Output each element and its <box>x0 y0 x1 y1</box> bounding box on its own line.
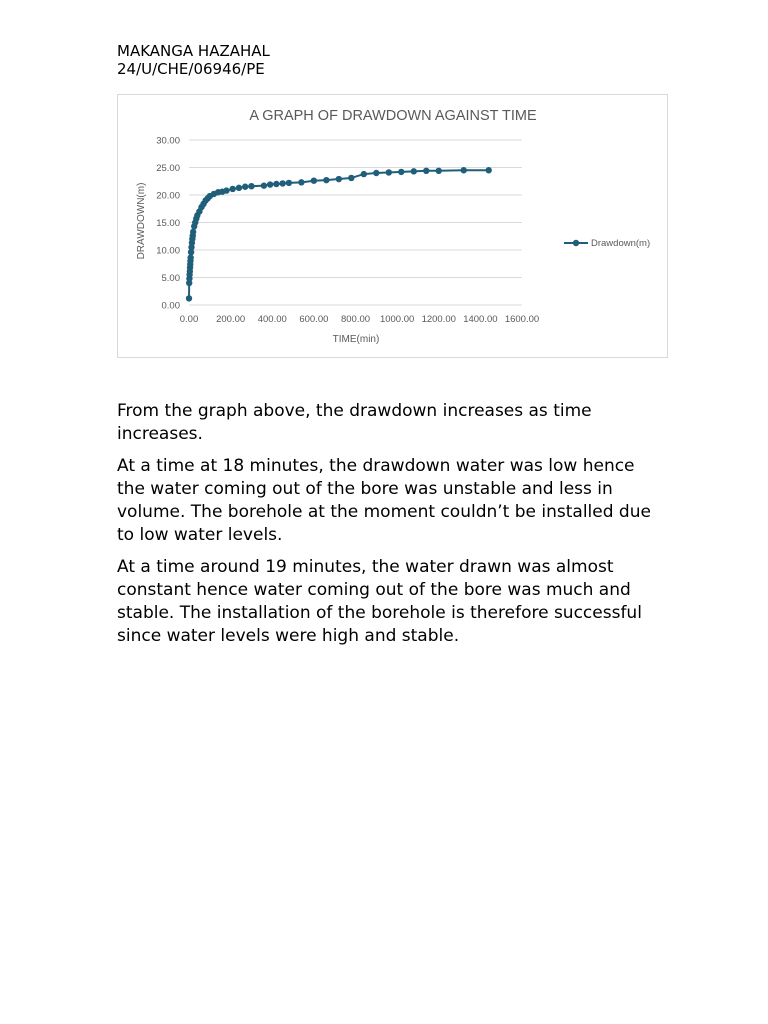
data-point <box>279 180 285 186</box>
data-point <box>261 182 267 188</box>
x-tick-label: 1200.00 <box>421 314 456 325</box>
chart-title: A GRAPH OF DRAWDOWN AGAINST TIME <box>249 108 537 124</box>
data-point <box>236 185 242 191</box>
registration-number: 24/U/CHE/06946/PE <box>117 60 265 78</box>
paragraph: At a time around 19 minutes, the water drawn was almost constant hence water coming out of the bore was much and stable. The installation of the borehole is therefore successful since water levels were high and stable. <box>117 557 642 646</box>
legend <box>564 238 650 249</box>
data-point <box>223 187 229 193</box>
y-axis-ticks <box>156 136 180 312</box>
document-header <box>117 42 270 78</box>
author-name: MAKANGA HAZAHAL <box>117 42 270 60</box>
x-tick-label: 1000.00 <box>379 314 415 325</box>
data-point <box>436 168 442 174</box>
data-point <box>411 168 417 174</box>
legend-marker <box>573 240 579 246</box>
x-tick-label: 1400.00 <box>463 314 498 325</box>
data-point <box>361 171 367 177</box>
data-point <box>348 175 354 181</box>
x-tick-label: 800.00 <box>340 314 371 325</box>
data-point <box>186 295 192 301</box>
data-point <box>267 181 273 187</box>
data-point <box>336 176 342 182</box>
data-point <box>386 169 392 175</box>
data-point <box>373 170 379 176</box>
data-point <box>187 255 193 261</box>
data-point <box>311 178 317 184</box>
data-point <box>242 184 248 190</box>
data-point <box>230 186 236 192</box>
chart-canvas <box>118 95 669 359</box>
x-axis-ticks <box>180 314 539 325</box>
series-drawdown <box>186 167 492 302</box>
data-point <box>273 181 279 187</box>
data-point <box>248 183 254 189</box>
x-tick-label: 400.00 <box>257 314 287 325</box>
y-tick-label: 15.00 <box>156 218 180 229</box>
paragraph: At a time at 18 minutes, the drawdown water was low hence the water coming out of the bore was unstable and less in volume. The borehole at the moment couldn’t be installed due to low water levels. <box>117 456 651 545</box>
data-point <box>190 229 196 235</box>
legend-label: Drawdown(m) <box>591 238 651 249</box>
x-tick-label: 1600.00 <box>504 314 540 325</box>
data-point <box>461 167 467 173</box>
y-axis-label: DRAWDOWN(m) <box>136 182 147 260</box>
data-point <box>286 180 292 186</box>
gridlines <box>189 140 522 305</box>
y-tick-label: 25.00 <box>156 163 180 174</box>
paragraph: From the graph above, the drawdown increases as time increases. <box>117 401 592 444</box>
data-point <box>298 179 304 185</box>
y-tick-label: 20.00 <box>156 190 180 202</box>
x-tick-label: 200.00 <box>216 314 246 325</box>
data-point <box>423 168 429 174</box>
drawdown-chart <box>117 94 668 358</box>
data-point <box>398 169 404 175</box>
x-axis-label: TIME(min) <box>332 334 380 345</box>
data-point <box>323 177 329 183</box>
x-tick-label: 0.00 <box>179 314 199 325</box>
y-tick-label: 10.00 <box>156 245 180 257</box>
y-tick-label: 5.00 <box>161 273 180 284</box>
x-tick-label: 600.00 <box>299 314 329 325</box>
data-point <box>486 167 492 173</box>
y-tick-label: 30.00 <box>156 135 180 147</box>
y-tick-label: 0.00 <box>161 300 180 312</box>
analysis-text <box>117 400 657 657</box>
